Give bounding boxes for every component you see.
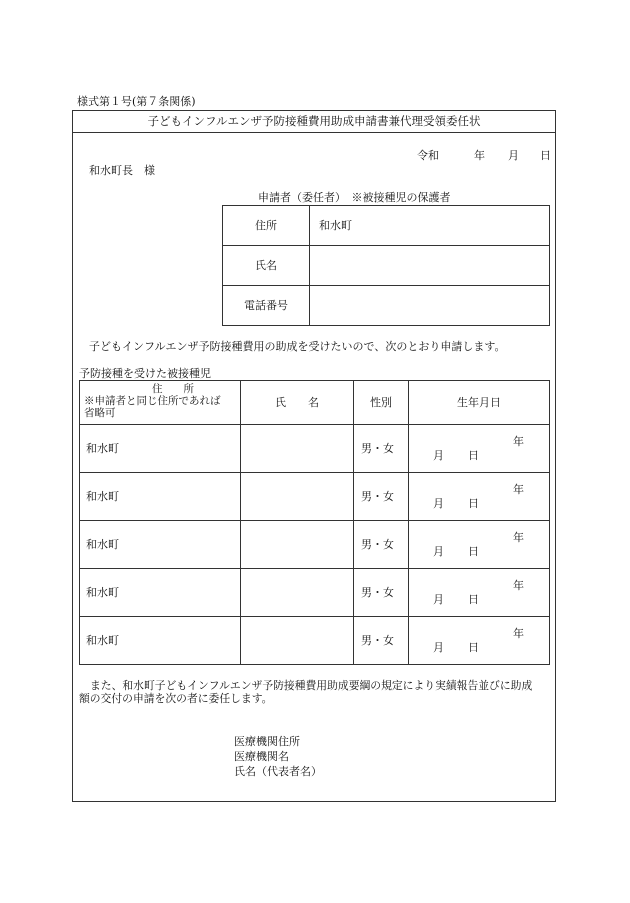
applicant-name-field[interactable]	[310, 246, 550, 286]
delegation-text-line-1: また、和水町子どもインフルエンザ予防接種費用助成要綱の規定により実績報告並びに助成	[90, 679, 533, 692]
date-era: 令和	[417, 149, 439, 162]
child-name-field[interactable]	[241, 569, 354, 617]
table-row	[80, 617, 550, 665]
child-sex-field[interactable]: 男・女	[354, 569, 409, 617]
child-sex-field[interactable]: 男・女	[354, 425, 409, 473]
child-birth-day: 日	[468, 592, 479, 606]
child-address-field[interactable]: 和水町	[80, 569, 241, 617]
child-birth-month: 月	[433, 496, 444, 510]
applicant-phone-label: 電話番号	[223, 286, 310, 326]
applicant-name-label: 氏名	[223, 246, 310, 286]
header-address	[80, 381, 241, 425]
child-birthdate-field[interactable]	[409, 617, 550, 665]
child-address-field[interactable]: 和水町	[80, 425, 241, 473]
child-birth-day: 日	[468, 448, 479, 462]
children-header-row	[80, 381, 550, 425]
form-number: 様式第１号(第７条関係)	[77, 95, 196, 108]
request-text: 子どもインフルエンザ予防接種費用の助成を受けたいので、次のとおり申請します。	[89, 340, 506, 353]
child-birth-month: 月	[433, 640, 444, 654]
applicant-phone-field[interactable]	[310, 286, 550, 326]
applicant-header: 申請者（委任者） ※被接種児の保護者	[258, 191, 451, 204]
delegate-institution-label: 医療機関名	[234, 750, 289, 763]
children-caption: 予防接種を受けた被接種児	[79, 367, 211, 380]
child-name-field[interactable]	[241, 617, 354, 665]
child-birth-month: 月	[433, 544, 444, 558]
children-table	[79, 380, 550, 665]
child-birth-day: 日	[468, 640, 479, 654]
child-sex-field[interactable]: 男・女	[354, 473, 409, 521]
child-birth-month: 月	[433, 592, 444, 606]
header-sex: 性別	[354, 381, 409, 425]
header-name: 氏 名	[241, 381, 354, 425]
title-row	[72, 110, 556, 133]
child-birth-year: 年	[513, 626, 524, 640]
child-sex-field[interactable]: 男・女	[354, 521, 409, 569]
child-birthdate-field[interactable]	[409, 425, 550, 473]
child-address-field[interactable]: 和水町	[80, 473, 241, 521]
table-row	[80, 521, 550, 569]
child-birth-year: 年	[513, 482, 524, 496]
applicant-address-field[interactable]: 和水町	[310, 206, 550, 246]
child-birth-day: 日	[468, 544, 479, 558]
date-month: 月	[508, 149, 519, 162]
applicant-address-label: 住所	[223, 206, 310, 246]
delegate-address-label: 医療機関住所	[234, 735, 300, 748]
form-title: 子どもインフルエンザ予防接種費用助成申請書兼代理受領委任状	[147, 114, 481, 128]
child-name-field[interactable]	[241, 521, 354, 569]
child-birth-month: 月	[433, 448, 444, 462]
delegation-text-line-2: 額の交付の申請を次の者に委任します。	[79, 692, 273, 705]
date-day: 日	[540, 149, 551, 162]
child-address-field[interactable]: 和水町	[80, 521, 241, 569]
child-birth-year: 年	[513, 530, 524, 544]
addressee: 和水町長 様	[89, 164, 155, 177]
child-sex-field[interactable]: 男・女	[354, 617, 409, 665]
table-row	[80, 473, 550, 521]
header-address-title: 住 所	[152, 383, 194, 395]
child-birthdate-field[interactable]	[409, 521, 550, 569]
table-row	[80, 425, 550, 473]
child-birth-year: 年	[513, 578, 524, 592]
child-birthdate-field[interactable]	[409, 569, 550, 617]
child-name-field[interactable]	[241, 425, 354, 473]
header-birthdate: 生年月日	[409, 381, 550, 425]
child-birthdate-field[interactable]	[409, 473, 550, 521]
header-address-note-2: 省略可	[84, 407, 116, 420]
date-year: 年	[474, 149, 485, 162]
child-address-field[interactable]: 和水町	[80, 617, 241, 665]
child-birth-day: 日	[468, 496, 479, 510]
applicant-table	[222, 205, 550, 326]
child-birth-year: 年	[513, 434, 524, 448]
table-row	[80, 569, 550, 617]
header-address-note-1: ※申請者と同じ住所であれば	[84, 395, 221, 408]
child-name-field[interactable]	[241, 473, 354, 521]
delegate-name-label: 氏名（代表者名）	[234, 765, 322, 778]
